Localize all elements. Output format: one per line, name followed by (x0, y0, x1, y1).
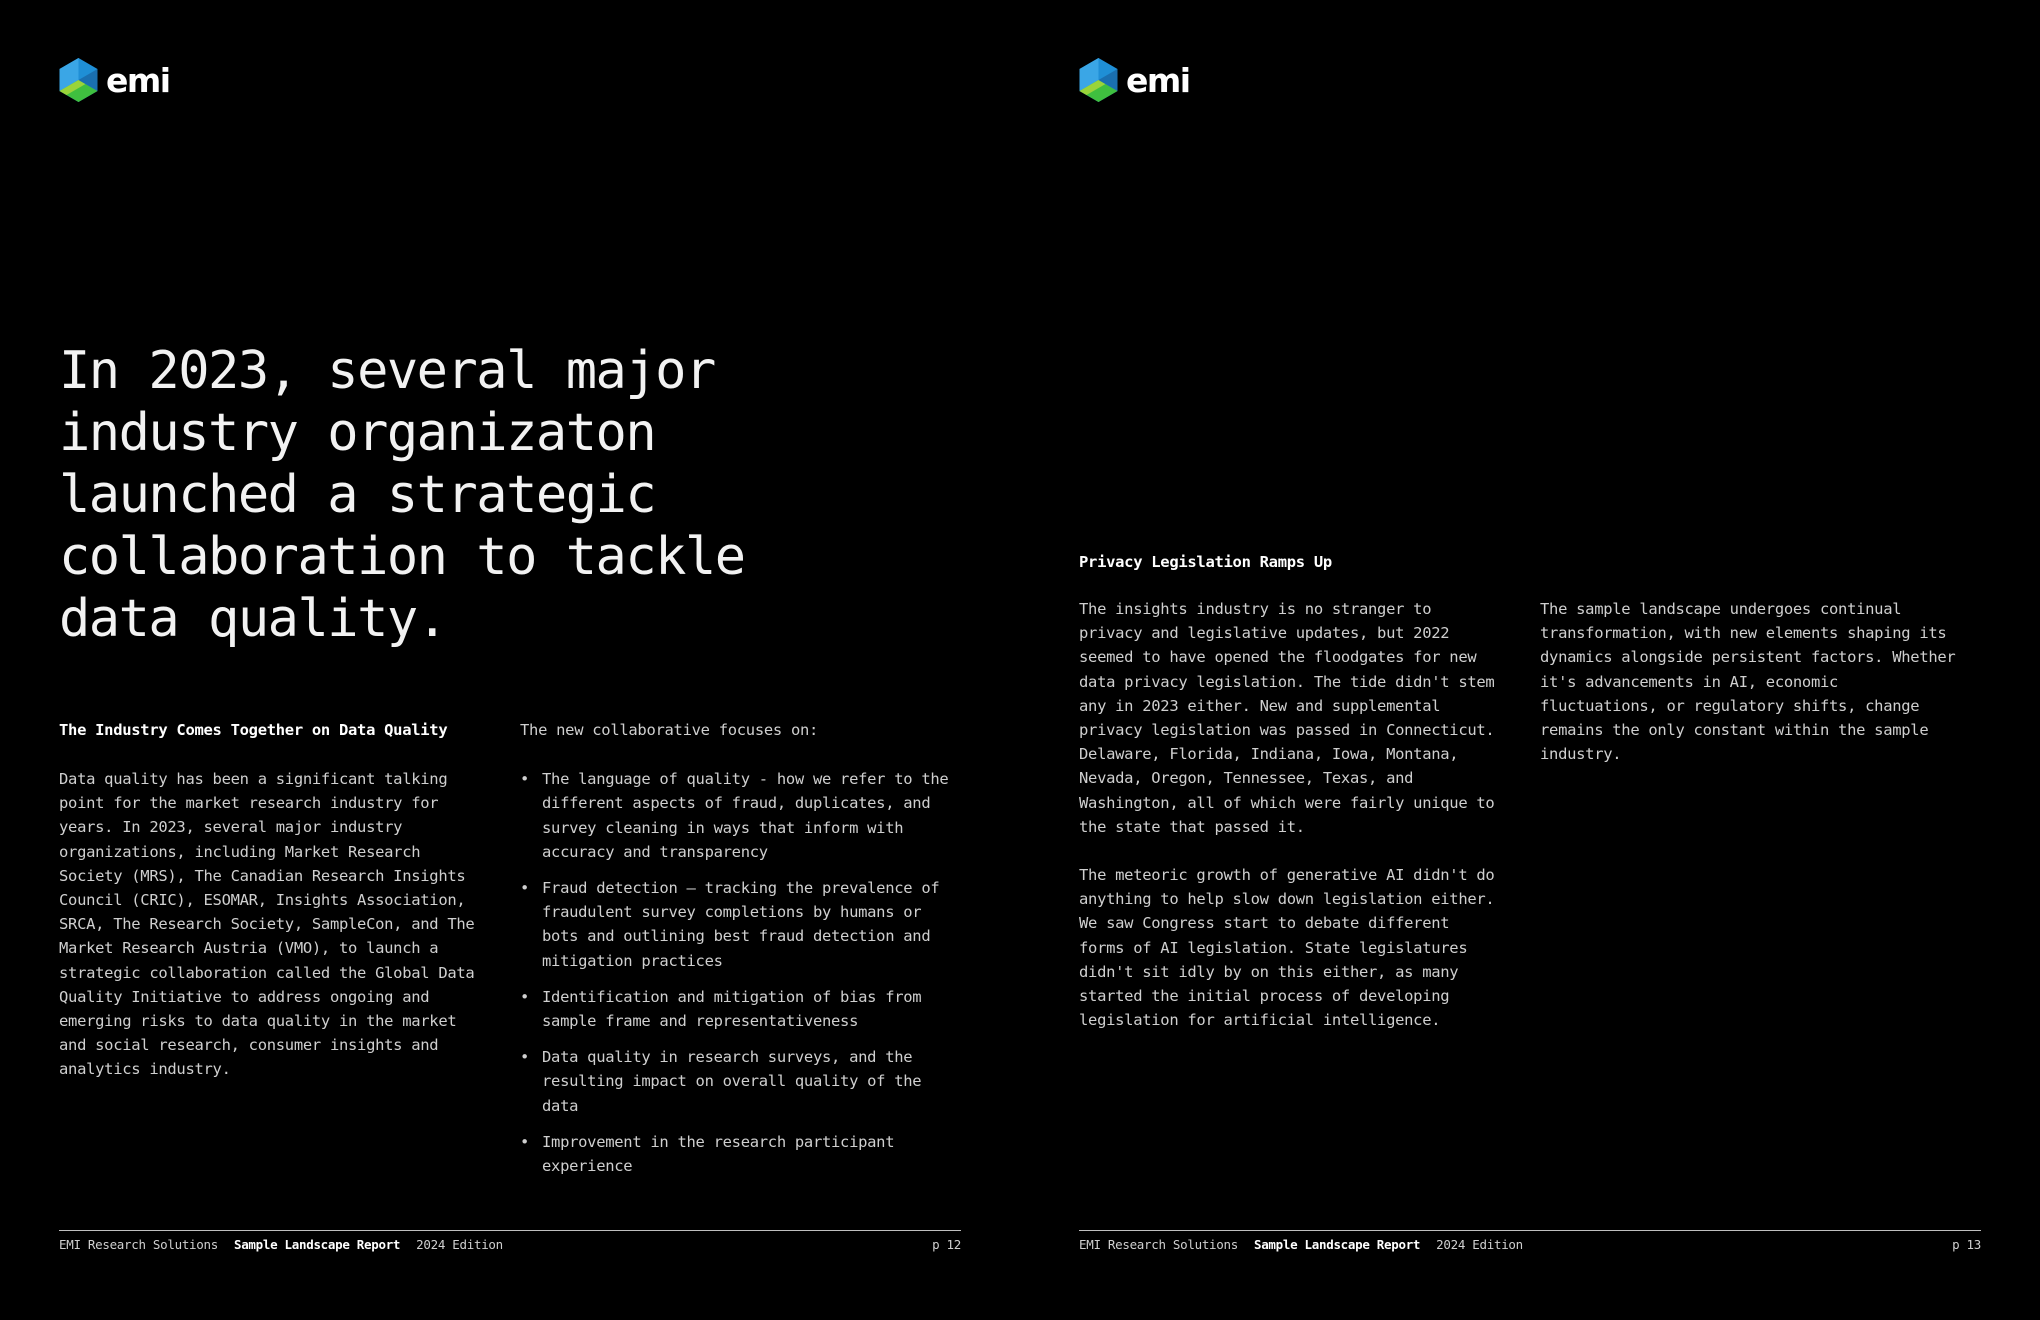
focus-list-item: • Data quality in research surveys, and the resulting impact on overall quality of the data (520, 1045, 950, 1118)
logo-wordmark: emi (1126, 60, 1190, 100)
privacy-paragraph-1: The insights industry is no stranger to privacy and legislative updates, but 2022 seemed to have opened the floodgates for new data privacy legislation. The tide didn't stem any in 2023 either. New and supplemental privacy legislation was passed in Connecticut. Delaware, Florida, Indiana, Iowa, Montana, Nevada, Oregon, Tennessee, Texas, and Washington, all of which were fairly unique to the state that passed it. (1079, 600, 1495, 836)
focus-list-item: • The language of quality - how we refer to the different aspects of fraud, duplicates, and survey cleaning in ways that inform with accuracy and transparency (520, 767, 950, 864)
landscape-column (1540, 597, 1960, 766)
privacy-column (1079, 597, 1499, 1032)
page-13 (1020, 0, 2040, 1320)
footer-report-title: Sample Landscape Report (233, 1237, 401, 1252)
page-footer (59, 1230, 961, 1252)
data-quality-paragraph: Data quality has been a significant talking point for the market research industry for years. In 2023, several major industry organizations, including Market Research Society (MRS), The Canadian Research Insights Council (CRIC), ESOMAR, Insights Association, SRCA, The Research Society, SampleCon, and The Market Research Austria (VMO), to launch a strategic collaboration called the Global Data Quality Initiative to address ongoing and emerging risks to data quality in the market and social research, consumer insights and analytics industry. (59, 770, 475, 1079)
section-title-data-quality: The Industry Comes Together on Data Quality (59, 721, 448, 739)
page-footer (1079, 1230, 1981, 1252)
section-title-privacy: Privacy Legislation Ramps Up (1079, 553, 1332, 571)
footer-report-title: Sample Landscape Report (1253, 1237, 1421, 1252)
focus-intro: The new collaborative focuses on: (520, 721, 819, 739)
focus-list-item: • Fraud detection – tracking the prevalence of fraudulent survey completions by humans or bots and outlining best fraud detection and mitigation practices (520, 876, 950, 973)
logo-wordmark: emi (106, 60, 170, 100)
footer-page-number: p 12 (932, 1237, 961, 1252)
focus-list-item: • Improvement in the research participant experience (520, 1130, 950, 1178)
data-quality-column (59, 718, 479, 1082)
emi-hexagon-icon (1079, 58, 1118, 102)
footer-company: EMI Research Solutions (59, 1237, 218, 1252)
focus-list-item: • Identification and mitigation of bias from sample frame and representativeness (520, 985, 950, 1033)
footer-edition: 2024 Edition (1436, 1237, 1523, 1252)
emi-hexagon-icon (59, 58, 98, 102)
emi-logo (59, 58, 170, 102)
privacy-paragraph-2: The meteoric growth of generative AI didn't do anything to help slow down legislation either. We saw Congress start to debate different forms of AI legislation. State legislatures didn't sit idly by on this either, as many started the initial process of developing legislation for artificial intelligence. (1079, 866, 1495, 1030)
page-headline: In 2023, several major industry organizaton launched a strategic collaboration to tackle data quality. (59, 341, 745, 649)
emi-logo (1079, 58, 1190, 102)
footer-edition: 2024 Edition (416, 1237, 503, 1252)
focus-column (520, 718, 950, 1190)
focus-list (520, 767, 950, 1178)
footer-company: EMI Research Solutions (1079, 1237, 1238, 1252)
landscape-paragraph: The sample landscape undergoes continual transformation, with new elements shaping its dynamics alongside persistent factors. Whether it's advancements in AI, economic fluctuations, or regulatory shifts, change remains the only constant within the sample industry. (1540, 600, 1956, 764)
footer-page-number: p 13 (1952, 1237, 1981, 1252)
